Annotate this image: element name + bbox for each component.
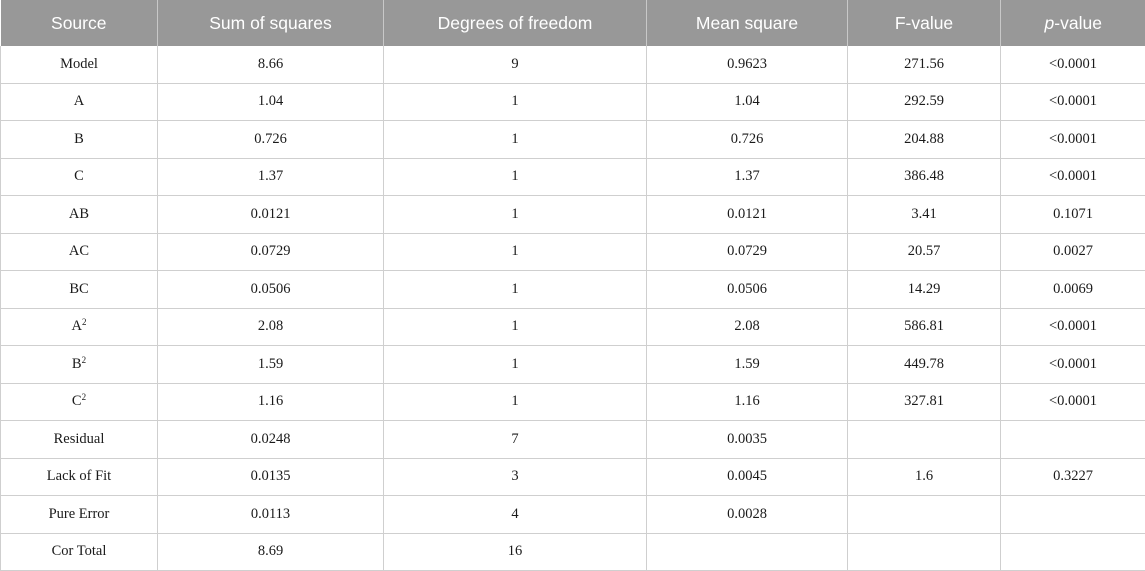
header-sum-of-squares: Sum of squares <box>158 0 384 46</box>
cell-source-text: Pure Error <box>48 505 110 522</box>
cell-source-superscript: 2 <box>81 392 87 403</box>
cell-mean-square <box>647 496 848 534</box>
cell-sum-of-squares <box>158 496 384 534</box>
cell-source-superscript: 2 <box>81 317 87 328</box>
cell-f-value <box>848 46 1001 83</box>
cell-source-text: Residual <box>53 430 105 447</box>
cell-source-text: Lack of Fit <box>46 468 112 485</box>
header-degrees-of-freedom: Degrees of freedom <box>384 0 647 46</box>
cell-source <box>1 496 158 534</box>
cell-source-text: AB <box>68 205 90 222</box>
cell-p-value-text: <0.0001 <box>1048 55 1098 72</box>
cell-mean-square <box>647 46 848 83</box>
table-row <box>1 533 1145 571</box>
cell-f-value <box>848 271 1001 309</box>
cell-sum-of-squares <box>158 158 384 196</box>
cell-f-value <box>848 421 1001 459</box>
cell-sum-of-squares <box>158 346 384 384</box>
header-p-value <box>1001 0 1145 46</box>
cell-mean-square-text: 0.0121 <box>727 205 767 222</box>
cell-p-value-text: <0.0001 <box>1048 393 1098 410</box>
cell-f-value-text: 292.59 <box>904 93 944 110</box>
cell-p-value <box>1001 346 1145 384</box>
cell-sum-of-squares-text: 2.08 <box>257 318 284 335</box>
cell-source <box>1 308 158 346</box>
cell-sum-of-squares <box>158 383 384 421</box>
cell-sum-of-squares-text: 0.0121 <box>250 205 291 222</box>
table-row <box>1 233 1145 271</box>
cell-f-value-text: 271.56 <box>904 55 944 72</box>
cell-source-text: B <box>74 130 84 147</box>
cell-degrees-of-freedom <box>384 496 647 534</box>
cell-degrees-of-freedom <box>384 346 647 384</box>
cell-sum-of-squares <box>158 196 384 234</box>
cell-source <box>1 533 158 571</box>
cell-sum-of-squares-text: 1.59 <box>257 355 284 372</box>
cell-f-value <box>848 233 1001 271</box>
cell-sum-of-squares-text: 8.66 <box>257 55 284 72</box>
cell-source-text: BC <box>69 280 89 297</box>
cell-degrees-of-freedom <box>384 158 647 196</box>
cell-f-value-text: 327.81 <box>904 393 944 410</box>
cell-sum-of-squares-text: 0.0248 <box>250 430 291 447</box>
header-p-italic: p <box>1044 12 1055 33</box>
cell-sum-of-squares <box>158 83 384 121</box>
cell-p-value <box>1001 458 1145 496</box>
cell-sum-of-squares-text: 1.04 <box>257 93 284 110</box>
cell-p-value-text: <0.0001 <box>1048 318 1098 335</box>
cell-sum-of-squares-text: 8.69 <box>257 543 284 560</box>
cell-sum-of-squares-text: 0.726 <box>254 130 287 147</box>
cell-f-value-text: 449.78 <box>904 355 944 372</box>
cell-p-value <box>1001 233 1145 271</box>
cell-degrees-of-freedom <box>384 383 647 421</box>
table-row <box>1 458 1145 496</box>
cell-degrees-of-freedom-text: 9 <box>511 55 519 72</box>
header-source: Source <box>1 0 158 46</box>
cell-p-value <box>1001 196 1145 234</box>
cell-mean-square-text: 1.04 <box>734 93 760 110</box>
table-row <box>1 383 1145 421</box>
cell-degrees-of-freedom <box>384 233 647 271</box>
cell-mean-square-text: 1.37 <box>734 168 760 185</box>
cell-source <box>1 158 158 196</box>
table-row <box>1 83 1145 121</box>
table-row <box>1 196 1145 234</box>
cell-p-value <box>1001 83 1145 121</box>
cell-p-value-text: 0.1071 <box>1053 205 1093 222</box>
cell-degrees-of-freedom <box>384 196 647 234</box>
cell-mean-square-text: 2.08 <box>734 318 760 335</box>
cell-source <box>1 421 158 459</box>
cell-source <box>1 458 158 496</box>
cell-f-value-text: 204.88 <box>904 130 944 147</box>
cell-mean-square <box>647 346 848 384</box>
cell-source-text: A <box>71 318 82 335</box>
cell-p-value <box>1001 158 1145 196</box>
cell-p-value <box>1001 121 1145 159</box>
cell-p-value-text: 0.0069 <box>1053 280 1093 297</box>
cell-mean-square-text: 0.9623 <box>727 55 767 72</box>
cell-mean-square-text: 0.0045 <box>727 468 767 485</box>
cell-mean-square <box>647 271 848 309</box>
cell-degrees-of-freedom <box>384 458 647 496</box>
cell-source-text: AC <box>68 243 90 260</box>
cell-f-value <box>848 158 1001 196</box>
cell-degrees-of-freedom-text: 16 <box>507 543 523 560</box>
cell-sum-of-squares-text: 1.16 <box>257 393 284 410</box>
cell-sum-of-squares <box>158 233 384 271</box>
cell-sum-of-squares-text: 0.0729 <box>250 243 291 260</box>
cell-source-superscript: 2 <box>81 354 87 365</box>
cell-p-value <box>1001 46 1145 83</box>
cell-mean-square-text: 0.726 <box>730 130 764 147</box>
table-row <box>1 121 1145 159</box>
cell-degrees-of-freedom-text: 1 <box>511 355 519 372</box>
cell-source-text: C <box>71 393 82 410</box>
cell-mean-square <box>647 308 848 346</box>
cell-f-value-text: 20.57 <box>907 243 941 260</box>
table-row <box>1 308 1145 346</box>
cell-source <box>1 83 158 121</box>
cell-degrees-of-freedom-text: 1 <box>511 393 519 410</box>
cell-degrees-of-freedom-text: 1 <box>511 280 519 297</box>
cell-f-value <box>848 196 1001 234</box>
cell-mean-square-text: 0.0729 <box>727 243 767 260</box>
cell-source <box>1 383 158 421</box>
cell-f-value <box>848 496 1001 534</box>
cell-p-value-text: <0.0001 <box>1048 168 1098 185</box>
cell-mean-square <box>647 421 848 459</box>
cell-degrees-of-freedom <box>384 421 647 459</box>
cell-sum-of-squares <box>158 458 384 496</box>
cell-f-value <box>848 83 1001 121</box>
cell-mean-square <box>647 83 848 121</box>
cell-source <box>1 233 158 271</box>
cell-f-value-text: 1.6 <box>914 468 934 485</box>
cell-source-text: C <box>74 168 84 185</box>
cell-f-value <box>848 121 1001 159</box>
cell-p-value-text: 0.3227 <box>1053 468 1093 485</box>
cell-f-value <box>848 346 1001 384</box>
table-row <box>1 46 1145 83</box>
cell-source <box>1 121 158 159</box>
cell-sum-of-squares <box>158 533 384 571</box>
cell-degrees-of-freedom-text: 1 <box>511 168 519 185</box>
cell-sum-of-squares-text: 0.0506 <box>250 280 291 297</box>
table-header <box>1 0 1145 46</box>
cell-p-value-text: <0.0001 <box>1048 93 1098 110</box>
cell-mean-square <box>647 533 848 571</box>
cell-degrees-of-freedom-text: 1 <box>511 130 519 147</box>
cell-f-value <box>848 458 1001 496</box>
table-row <box>1 346 1145 384</box>
table-body <box>1 46 1145 571</box>
cell-degrees-of-freedom-text: 4 <box>511 505 519 522</box>
cell-f-value-text: 586.81 <box>904 318 944 335</box>
cell-p-value-text: <0.0001 <box>1048 130 1098 147</box>
cell-mean-square <box>647 196 848 234</box>
cell-p-value-text: <0.0001 <box>1048 355 1098 372</box>
cell-p-value-text: 0.0027 <box>1053 243 1093 260</box>
cell-mean-square-text: 0.0028 <box>727 505 767 522</box>
cell-degrees-of-freedom-text: 3 <box>511 468 519 485</box>
cell-degrees-of-freedom-text: 1 <box>511 93 519 110</box>
cell-sum-of-squares-text: 1.37 <box>257 168 284 185</box>
cell-mean-square-text: 0.0035 <box>727 430 767 447</box>
cell-degrees-of-freedom-text: 1 <box>511 205 519 222</box>
cell-sum-of-squares-text: 0.0135 <box>250 468 291 485</box>
cell-source <box>1 271 158 309</box>
cell-source-text: Model <box>60 55 98 72</box>
cell-f-value <box>848 308 1001 346</box>
cell-degrees-of-freedom <box>384 271 647 309</box>
cell-p-value <box>1001 271 1145 309</box>
cell-degrees-of-freedom <box>384 83 647 121</box>
cell-source <box>1 196 158 234</box>
cell-mean-square <box>647 121 848 159</box>
cell-degrees-of-freedom <box>384 46 647 83</box>
cell-mean-square <box>647 233 848 271</box>
table-row <box>1 158 1145 196</box>
cell-p-value <box>1001 383 1145 421</box>
table-row <box>1 496 1145 534</box>
header-p-rest: -value <box>1054 12 1102 33</box>
table-row <box>1 271 1145 309</box>
cell-p-value <box>1001 421 1145 459</box>
cell-sum-of-squares-text: 0.0113 <box>250 505 291 522</box>
cell-mean-square <box>647 458 848 496</box>
cell-source <box>1 346 158 384</box>
cell-f-value <box>848 533 1001 571</box>
cell-degrees-of-freedom <box>384 121 647 159</box>
cell-source <box>1 46 158 83</box>
cell-source-text: B <box>71 355 82 372</box>
cell-f-value-text: 14.29 <box>907 280 941 297</box>
cell-mean-square-text: 1.59 <box>734 355 760 372</box>
cell-p-value <box>1001 308 1145 346</box>
cell-p-value <box>1001 533 1145 571</box>
cell-p-value <box>1001 496 1145 534</box>
header-row <box>1 0 1145 46</box>
header-mean-square: Mean square <box>647 0 848 46</box>
cell-mean-square <box>647 158 848 196</box>
cell-degrees-of-freedom-text: 1 <box>511 243 519 260</box>
cell-degrees-of-freedom <box>384 533 647 571</box>
cell-sum-of-squares <box>158 121 384 159</box>
cell-sum-of-squares <box>158 421 384 459</box>
table-row <box>1 421 1145 459</box>
cell-degrees-of-freedom-text: 1 <box>511 318 519 335</box>
cell-mean-square-text: 0.0506 <box>727 280 767 297</box>
cell-source-text: A <box>73 93 85 110</box>
header-f-value: F-value <box>848 0 1001 46</box>
cell-source-text: Cor Total <box>51 543 107 560</box>
cell-mean-square-text: 1.16 <box>734 393 760 410</box>
cell-sum-of-squares <box>158 308 384 346</box>
cell-sum-of-squares <box>158 46 384 83</box>
cell-mean-square <box>647 383 848 421</box>
cell-degrees-of-freedom <box>384 308 647 346</box>
cell-f-value-text: 3.41 <box>911 205 937 222</box>
cell-degrees-of-freedom-text: 7 <box>511 430 519 447</box>
cell-f-value <box>848 383 1001 421</box>
cell-f-value-text: 386.48 <box>904 168 944 185</box>
cell-sum-of-squares <box>158 271 384 309</box>
